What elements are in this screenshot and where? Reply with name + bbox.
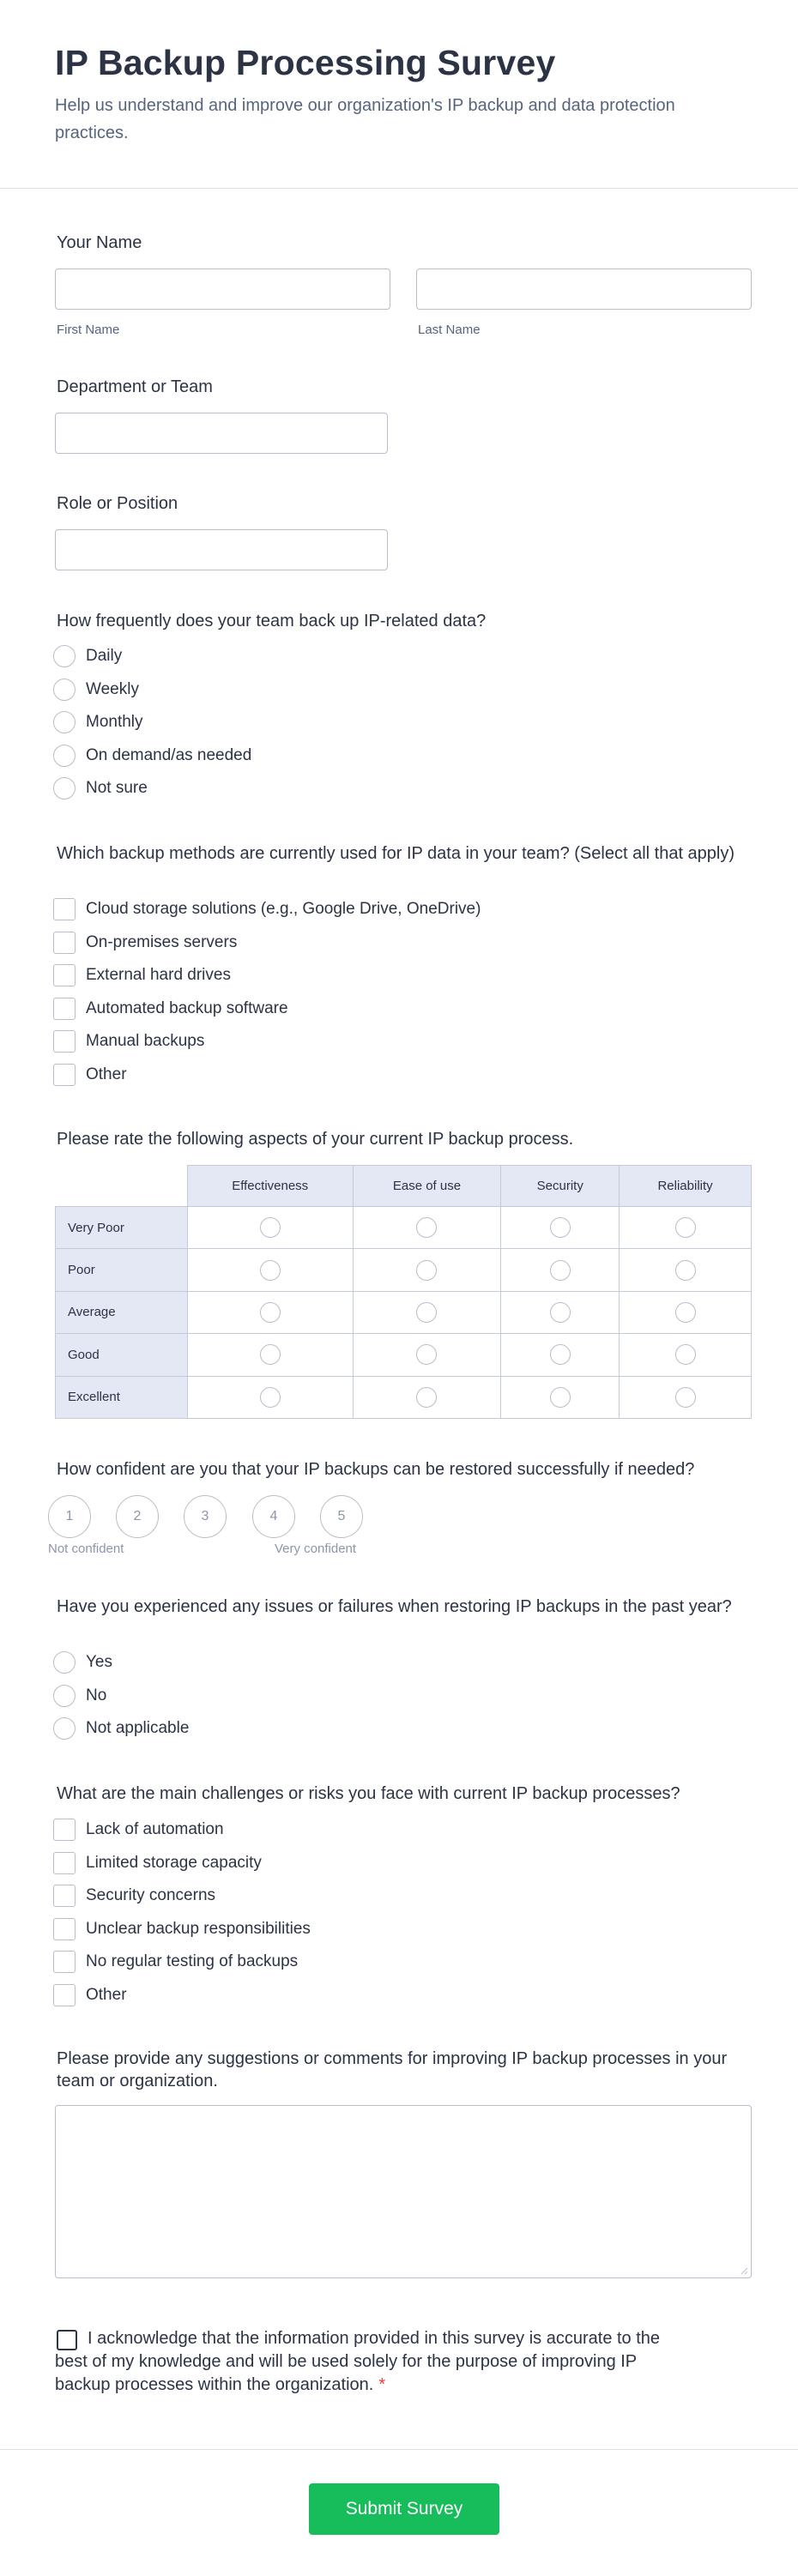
radio-button[interactable] [53, 711, 76, 733]
radio-button[interactable] [53, 745, 76, 767]
issues-option-not-applicable[interactable] [53, 1716, 189, 1741]
issues-label: Have you experienced any issues or failures when restoring IP backups in the past year? [57, 1597, 732, 1616]
option-label: Monthly [86, 713, 143, 731]
last-name-sublabel: Last Name [418, 323, 481, 337]
methods-option-external-drives[interactable] [53, 962, 231, 988]
matrix-column-header: Ease of use [353, 1166, 501, 1207]
matrix-radio[interactable] [550, 1387, 571, 1408]
rating-label: Please rate the following aspects of your current IP backup process. [57, 1130, 574, 1149]
matrix-radio[interactable] [416, 1217, 437, 1238]
option-label: Manual backups [86, 1032, 205, 1050]
checkbox[interactable] [53, 1819, 76, 1841]
role-label: Role or Position [57, 494, 178, 513]
matrix-radio[interactable] [260, 1260, 281, 1281]
frequency-option-on-demand[interactable] [53, 743, 251, 769]
option-label: Lack of automation [86, 1820, 224, 1838]
name-label: Your Name [57, 233, 142, 252]
option-label: Other [86, 1986, 127, 2004]
matrix-row-header: Poor [56, 1249, 188, 1291]
first-name-sublabel: First Name [57, 323, 120, 337]
checkbox[interactable] [53, 1918, 76, 1940]
matrix-radio[interactable] [260, 1217, 281, 1238]
radio-button[interactable] [53, 1717, 76, 1740]
option-label: Not applicable [86, 1719, 190, 1737]
radio-button[interactable] [53, 679, 76, 701]
required-asterisk: * [378, 2375, 386, 2394]
form-subtitle: Help us understand and improve our organization's IP backup and data protection practices. [55, 96, 675, 142]
checkbox[interactable] [53, 1852, 76, 1874]
radio-button[interactable] [53, 1651, 76, 1674]
frequency-option-weekly[interactable] [53, 677, 139, 703]
option-label: No regular testing of backups [86, 1952, 299, 1970]
matrix-column-header: Security [501, 1166, 620, 1207]
matrix-radio[interactable] [675, 1387, 696, 1408]
matrix-radio[interactable] [416, 1387, 437, 1408]
option-label: On-premises servers [86, 933, 238, 951]
scale-option-5[interactable]: 5 [320, 1495, 363, 1538]
option-label: External hard drives [86, 966, 231, 984]
checkbox[interactable] [53, 898, 76, 920]
suggestions-label: Please provide any suggestions or comments for improving IP backup processes in your team or organization. [57, 2049, 728, 2090]
option-label: Yes [86, 1653, 112, 1671]
checkbox[interactable] [53, 1030, 76, 1053]
challenges-option-storage[interactable] [53, 1850, 262, 1876]
challenges-label: What are the main challenges or risks you face with current IP backup processes? [57, 1784, 680, 1803]
matrix-row-header: Average [56, 1291, 188, 1333]
matrix-radio[interactable] [550, 1302, 571, 1323]
matrix-column-header: Reliability [620, 1166, 752, 1207]
confidence-label: How confident are you that your IP backups can be restored successfully if needed? [57, 1460, 695, 1479]
challenges-option-automation[interactable] [53, 1817, 224, 1843]
option-label: No [86, 1686, 107, 1704]
radio-button[interactable] [53, 777, 76, 799]
option-label: Weekly [86, 680, 139, 698]
department-input[interactable] [55, 413, 388, 454]
frequency-label: How frequently does your team back up IP-related data? [57, 612, 487, 630]
scale-option-3[interactable]: 3 [184, 1495, 227, 1538]
checkbox[interactable] [53, 964, 76, 986]
issues-option-yes[interactable] [53, 1650, 112, 1675]
challenges-option-security[interactable] [53, 1883, 215, 1909]
option-label: Limited storage capacity [86, 1854, 262, 1872]
matrix-radio[interactable] [416, 1260, 437, 1281]
methods-option-cloud[interactable] [53, 896, 481, 922]
department-label: Department or Team [57, 377, 213, 396]
radio-button[interactable] [53, 1685, 76, 1707]
challenges-option-responsibilities[interactable] [53, 1916, 311, 1942]
frequency-option-monthly[interactable] [53, 709, 143, 735]
methods-option-manual[interactable] [53, 1029, 204, 1054]
acknowledgement-label [55, 2327, 673, 2397]
option-label: Cloud storage solutions (e.g., Google Drive, OneDrive) [86, 900, 481, 918]
matrix-row-header: Very Poor [56, 1207, 188, 1249]
scale-low-label: Not confident [48, 1541, 124, 1556]
challenges-option-other[interactable] [53, 1982, 127, 2008]
scale-high-label: Very confident [275, 1541, 357, 1556]
scale-option-4[interactable]: 4 [252, 1495, 295, 1538]
methods-option-on-premises[interactable] [53, 930, 237, 956]
option-label: Other [86, 1065, 127, 1083]
option-label: Unclear backup responsibilities [86, 1920, 311, 1938]
matrix-radio[interactable] [675, 1302, 696, 1323]
matrix-radio[interactable] [260, 1344, 281, 1365]
option-label: Automated backup software [86, 999, 288, 1017]
checkbox[interactable] [53, 1951, 76, 1973]
frequency-option-not-sure[interactable] [53, 775, 148, 801]
challenges-option-testing[interactable] [53, 1949, 298, 1975]
frequency-option-daily[interactable] [53, 643, 122, 669]
role-input[interactable] [55, 529, 388, 570]
option-label: Not sure [86, 779, 148, 797]
matrix-radio[interactable] [675, 1260, 696, 1281]
footer-divider [0, 2449, 798, 2450]
checkbox[interactable] [53, 1984, 76, 2006]
methods-option-automated[interactable] [53, 996, 288, 1022]
checkbox[interactable] [53, 1885, 76, 1907]
scale-option-1[interactable]: 1 [48, 1495, 91, 1538]
rating-matrix [55, 1165, 752, 1419]
matrix-radio[interactable] [550, 1344, 571, 1365]
acknowledgement-text: I acknowledge that the information provided in this survey is accurate to the best of my knowledge and will be used solely for the purpose of improving IP backup processes within the organization. [55, 2329, 661, 2394]
last-name-input[interactable] [416, 268, 752, 310]
resize-handle-icon[interactable] [740, 2266, 748, 2275]
radio-button[interactable] [53, 645, 76, 667]
first-name-input[interactable] [55, 268, 390, 310]
checkbox[interactable] [53, 932, 76, 954]
option-label: Daily [86, 647, 123, 665]
form-header [0, 0, 798, 189]
matrix-row-header: Good [56, 1334, 188, 1376]
form-title: IP Backup Processing Survey [55, 43, 556, 82]
matrix-radio[interactable] [675, 1217, 696, 1238]
methods-label: Which backup methods are currently used for IP data in your team? (Select all that apply) [57, 844, 735, 863]
matrix-row-header: Excellent [56, 1376, 188, 1418]
matrix-radio[interactable] [260, 1387, 281, 1408]
methods-option-other[interactable] [53, 1062, 127, 1088]
scale-option-2[interactable]: 2 [116, 1495, 159, 1538]
matrix-radio[interactable] [550, 1260, 571, 1281]
option-label: Security concerns [86, 1886, 216, 1904]
matrix-radio[interactable] [550, 1217, 571, 1238]
option-label: On demand/as needed [86, 746, 252, 764]
matrix-corner [56, 1166, 188, 1207]
matrix-radio[interactable] [416, 1302, 437, 1323]
matrix-radio[interactable] [260, 1302, 281, 1323]
matrix-radio[interactable] [675, 1344, 696, 1365]
checkbox[interactable] [53, 998, 76, 1020]
submit-button[interactable]: Submit Survey [309, 2483, 499, 2535]
checkbox[interactable] [53, 1064, 76, 1086]
matrix-radio[interactable] [416, 1344, 437, 1365]
suggestions-textarea[interactable] [55, 2105, 752, 2278]
matrix-column-header: Effectiveness [187, 1166, 353, 1207]
issues-option-no[interactable] [53, 1683, 106, 1709]
